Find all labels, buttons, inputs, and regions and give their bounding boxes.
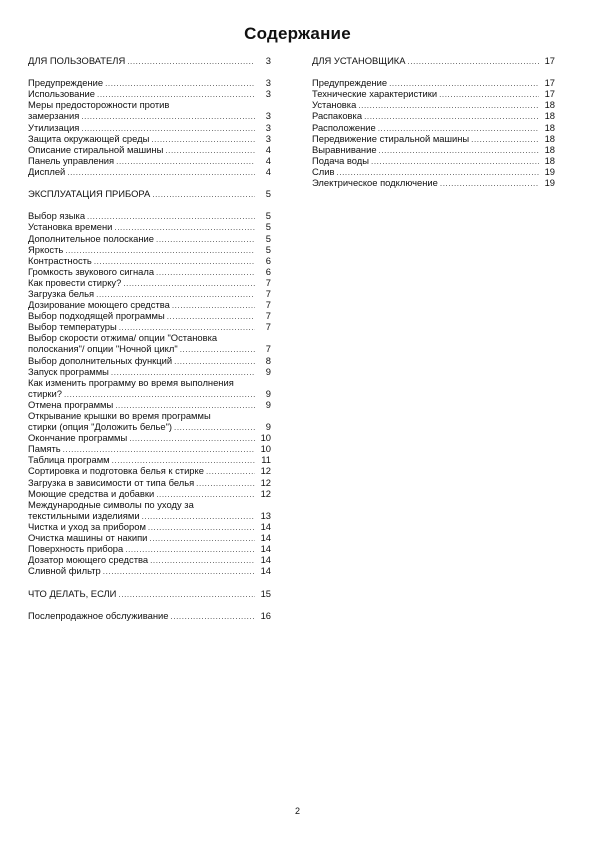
toc-page-number: 6 [265, 265, 271, 277]
dot-leader [180, 344, 255, 355]
toc-page-number: 12 [260, 465, 271, 477]
toc-entry[interactable] [312, 122, 555, 133]
toc-page-number: 15 [260, 587, 271, 599]
toc-entry-text: Слив [312, 165, 335, 177]
toc-page-number: 14 [260, 543, 271, 555]
toc-entry[interactable] [28, 110, 271, 121]
dot-leader [152, 189, 255, 200]
page-title: Содержание [244, 24, 351, 43]
toc-entry-text: Описание стиральной машины [28, 143, 164, 155]
toc-entry[interactable] [312, 166, 555, 177]
toc-page-number: 16 [260, 609, 271, 621]
dot-leader [172, 300, 255, 311]
toc-entry-text: стирки (опция "Доложить белье") [28, 421, 173, 433]
toc-entry[interactable] [28, 310, 271, 321]
toc-entry-text: Выбор подходящей программы [28, 310, 165, 322]
toc-page-number: 9 [265, 387, 271, 399]
dot-leader [123, 278, 255, 289]
toc-entry[interactable] [28, 321, 271, 332]
toc-entry-text: Яркость [28, 243, 64, 255]
dot-leader [379, 145, 539, 156]
toc-entry-text: Предупреждение [28, 77, 104, 89]
toc-entry[interactable] [28, 210, 271, 221]
toc-entry-continued[interactable]: Открывание крышки во время программы [28, 410, 211, 421]
toc-entry[interactable] [312, 144, 555, 155]
dot-leader [364, 111, 539, 122]
toc-page-number: 6 [265, 254, 271, 266]
toc-page-number: 14 [260, 532, 271, 544]
toc-entry[interactable] [28, 221, 271, 232]
dot-leader [165, 145, 255, 156]
dot-leader [81, 111, 255, 122]
toc-page-number: 7 [265, 287, 271, 299]
toc-entry-text: Громкость звукового сигнала [28, 265, 155, 277]
toc-page-number: 5 [265, 221, 271, 233]
toc-page-number: 7 [265, 343, 271, 355]
toc-entry-text: Электрическое подключение [312, 177, 438, 189]
toc-entry-text: Установка [312, 99, 357, 111]
toc-section-header[interactable] [28, 188, 271, 199]
toc-page-number: 3 [265, 121, 271, 133]
dot-leader [170, 611, 255, 622]
toc-entry[interactable] [28, 465, 271, 476]
toc-entry[interactable] [28, 432, 271, 443]
toc-entry[interactable] [28, 554, 271, 565]
dot-leader [471, 134, 539, 145]
dot-leader [103, 566, 255, 577]
toc-page-number: 7 [265, 310, 271, 322]
toc-entry[interactable] [28, 565, 271, 576]
toc-entry[interactable] [28, 366, 271, 377]
toc-entry-text: Поверхность прибора [28, 543, 124, 555]
toc-entry-text: текстильными изделиями [28, 509, 140, 521]
toc-entry-text: Дозирование моющего средства [28, 299, 170, 311]
toc-entry-text: Окончание программы [28, 432, 128, 444]
toc-page-number: 19 [544, 177, 555, 189]
toc-entry-text: Расположение [312, 121, 376, 133]
toc-entry-text: Чистка и уход за прибором [28, 520, 146, 532]
toc-page-number: 17 [544, 55, 555, 66]
toc-section [312, 55, 555, 188]
toc-entry[interactable] [28, 521, 271, 532]
toc-section-header[interactable] [312, 55, 555, 66]
toc-entry[interactable] [28, 510, 271, 521]
toc-page-number: 14 [260, 565, 271, 577]
toc-page-number: 4 [265, 154, 271, 166]
toc-entry-continued[interactable]: Международные символы по уходу за [28, 498, 194, 510]
toc-entry[interactable] [28, 388, 271, 399]
toc-entry-text: Загрузка белья [28, 287, 95, 299]
toc-entry-text: Запуск программы [28, 365, 109, 377]
toc-entry[interactable] [312, 177, 555, 188]
toc-entry-text: Контрастность [28, 254, 92, 266]
toc-entry-text: Панель управления [28, 154, 115, 166]
toc-entry[interactable] [28, 277, 271, 288]
toc-page-number: 5 [265, 243, 271, 255]
toc-page-number: 10 [260, 443, 271, 455]
toc-entry-text: Передвижение стиральной машины [312, 132, 470, 144]
dot-leader [206, 466, 255, 477]
toc-entry[interactable] [28, 133, 271, 144]
toc-entry-continued[interactable]: Меры предосторожности против [28, 99, 170, 111]
toc-entry-text: ДЛЯ УСТАНОВЩИКА [312, 55, 406, 66]
toc-page-number: 18 [544, 132, 555, 144]
dot-leader [156, 234, 255, 245]
toc-page-number: 18 [544, 121, 555, 133]
toc-entry[interactable] [28, 454, 271, 465]
toc-right-column [312, 55, 555, 188]
toc-entry[interactable] [28, 266, 271, 277]
toc-page-number: 14 [260, 554, 271, 566]
toc-page-number: 8 [265, 354, 271, 366]
toc-entry-text: Выбор температуры [28, 321, 117, 333]
toc-page-number: 4 [265, 165, 271, 177]
toc-entry[interactable] [28, 355, 271, 366]
toc-entry-text: Подача воды [312, 154, 370, 166]
toc-page-number: 7 [265, 276, 271, 288]
toc-page-number: 14 [260, 520, 271, 532]
section-gap [312, 66, 555, 77]
toc-entry-text: Загрузка в зависимости от типа белья [28, 476, 195, 488]
section-gap [28, 199, 271, 210]
toc-entry[interactable] [312, 155, 555, 166]
toc-entry[interactable] [312, 133, 555, 144]
toc-entry[interactable] [28, 122, 271, 133]
toc-entry[interactable] [312, 77, 555, 88]
dot-leader [65, 245, 255, 256]
toc-page-number: 7 [265, 299, 271, 311]
toc-entry-text: Послепродажное обслуживание [28, 609, 169, 621]
section-gap [28, 66, 271, 77]
toc-page-number: 3 [265, 77, 271, 89]
dot-leader [358, 100, 539, 111]
toc-entry[interactable] [28, 443, 271, 454]
toc-entry[interactable] [28, 77, 271, 88]
toc-entry-text: Установка времени [28, 221, 113, 233]
toc-entry-text: полоскания"/ опции "Ночной цикл" [28, 343, 178, 355]
toc-entry-text: Распаковка [312, 110, 363, 122]
toc-entry-continued[interactable]: Как изменить программу во время выполнения [28, 376, 234, 388]
toc-entry-text: Использование [28, 88, 95, 100]
toc-page-number: 12 [260, 476, 271, 488]
toc-section [28, 55, 271, 177]
toc-page-number: 7 [265, 321, 271, 333]
toc-entry[interactable] [28, 543, 271, 554]
toc-page-number: 3 [265, 55, 271, 66]
toc-page-number: 5 [265, 210, 271, 222]
section-gap [28, 599, 271, 610]
toc-entry-text: Сливной фильтр [28, 565, 101, 577]
toc-page-number: 5 [265, 232, 271, 244]
dot-leader [129, 433, 255, 444]
dot-leader [174, 356, 255, 367]
toc-entry-text: Утилизация [28, 121, 80, 133]
section-gap [28, 177, 271, 188]
toc-entry-text: стирки? [28, 387, 62, 399]
toc-entry-text: ЭКСПЛУАТАЦИЯ ПРИБОРА [28, 188, 151, 200]
toc-entry-text: Таблица программ [28, 454, 110, 466]
toc-entry[interactable] [28, 477, 271, 488]
dot-leader [371, 156, 539, 167]
toc-entry-text: Дополнительное полоскание [28, 232, 155, 244]
dot-leader [156, 267, 255, 278]
toc-section [28, 588, 271, 621]
toc-entry-text: замерзания [28, 110, 80, 122]
toc-entry-text: Выравнивание [312, 143, 377, 155]
toc-section-header[interactable] [28, 55, 271, 66]
toc-page-number: 18 [544, 110, 555, 122]
toc-entry[interactable] [28, 244, 271, 255]
dot-leader [127, 56, 255, 67]
toc-entry-text: Очистка машины от накипи [28, 532, 148, 544]
toc-page-number: 3 [265, 110, 271, 122]
toc-entry[interactable] [28, 610, 271, 621]
dot-leader [116, 156, 255, 167]
dot-leader [67, 167, 255, 178]
toc-page-number: 9 [265, 398, 271, 410]
dot-leader [150, 555, 255, 566]
toc-page-number: 19 [544, 165, 555, 177]
dot-leader [167, 311, 255, 322]
toc-entry-text: ДЛЯ ПОЛЬЗОВАТЕЛЯ [28, 55, 126, 66]
toc-entry[interactable] [28, 166, 271, 177]
toc-entry-text: Выбор дополнительных функций [28, 354, 173, 366]
toc-entry[interactable] [28, 399, 271, 410]
dot-leader [439, 89, 539, 100]
toc-page-number: 13 [260, 509, 271, 521]
dot-leader [440, 178, 539, 189]
toc-page-number: 9 [265, 421, 271, 433]
toc-page-number: 18 [544, 143, 555, 155]
toc-entry-text: Сортировка и подготовка белья к стирке [28, 465, 204, 477]
toc-section [28, 188, 271, 576]
dot-leader [148, 522, 255, 533]
toc-entry-text: Как провести стирку? [28, 276, 122, 288]
toc-page-number: 18 [544, 99, 555, 111]
toc-entry[interactable] [28, 343, 271, 354]
toc-entry-text: Защита окружающей среды [28, 132, 150, 144]
toc-entry[interactable] [312, 88, 555, 99]
toc-entry-text: ЧТО ДЕЛАТЬ, ЕСЛИ [28, 587, 117, 599]
dot-leader [118, 589, 255, 600]
toc-entry-text: Дисплей [28, 165, 66, 177]
toc-entry[interactable] [28, 233, 271, 244]
dot-leader [196, 478, 255, 489]
toc-entry[interactable] [28, 144, 271, 155]
toc-page-number: 3 [265, 88, 271, 100]
toc-page-number: 10 [260, 432, 271, 444]
toc-page-number: 3 [265, 132, 271, 144]
toc-entry[interactable] [28, 488, 271, 499]
toc-entry[interactable] [28, 299, 271, 310]
toc-page-number: 18 [544, 154, 555, 166]
toc-page-number: 17 [544, 88, 555, 100]
toc-entry[interactable] [28, 88, 271, 99]
dot-leader [142, 511, 255, 522]
dot-leader [174, 422, 255, 433]
toc-page-number: 9 [265, 365, 271, 377]
toc-page-number: 12 [260, 487, 271, 499]
toc-page-number: 11 [261, 454, 271, 466]
page-number: 2 [294, 806, 300, 816]
dot-leader [408, 56, 539, 67]
toc-entry-text: Отмена программы [28, 398, 114, 410]
toc-entry-text: Моющие средства и добавки [28, 487, 155, 499]
toc-entry[interactable] [28, 288, 271, 299]
toc-entry-text: Память [28, 443, 61, 455]
toc-entry-text: Технические характеристики [312, 88, 438, 100]
toc-entry[interactable] [28, 155, 271, 166]
toc-entry-continued[interactable]: Выбор скорости отжима/ опции "Остановка [28, 332, 218, 344]
section-gap [28, 576, 271, 587]
toc-left-column [28, 55, 271, 621]
toc-entry-text: Предупреждение [312, 77, 388, 89]
toc-page-number: 5 [265, 188, 271, 200]
toc-entry[interactable] [28, 532, 271, 543]
dot-leader [149, 533, 255, 544]
toc-entry-text: Выбор языка [28, 210, 86, 222]
toc-entry[interactable] [28, 255, 271, 266]
toc-entry[interactable] [312, 99, 555, 110]
dot-leader [105, 78, 255, 89]
toc-entry[interactable] [312, 110, 555, 121]
toc-page-number: 4 [265, 143, 271, 155]
toc-page-number: 17 [544, 77, 555, 89]
toc-section-header[interactable] [28, 588, 271, 599]
dot-leader [151, 134, 255, 145]
toc-entry-text: Дозатор моющего средства [28, 554, 149, 566]
toc-entry[interactable] [28, 421, 271, 432]
